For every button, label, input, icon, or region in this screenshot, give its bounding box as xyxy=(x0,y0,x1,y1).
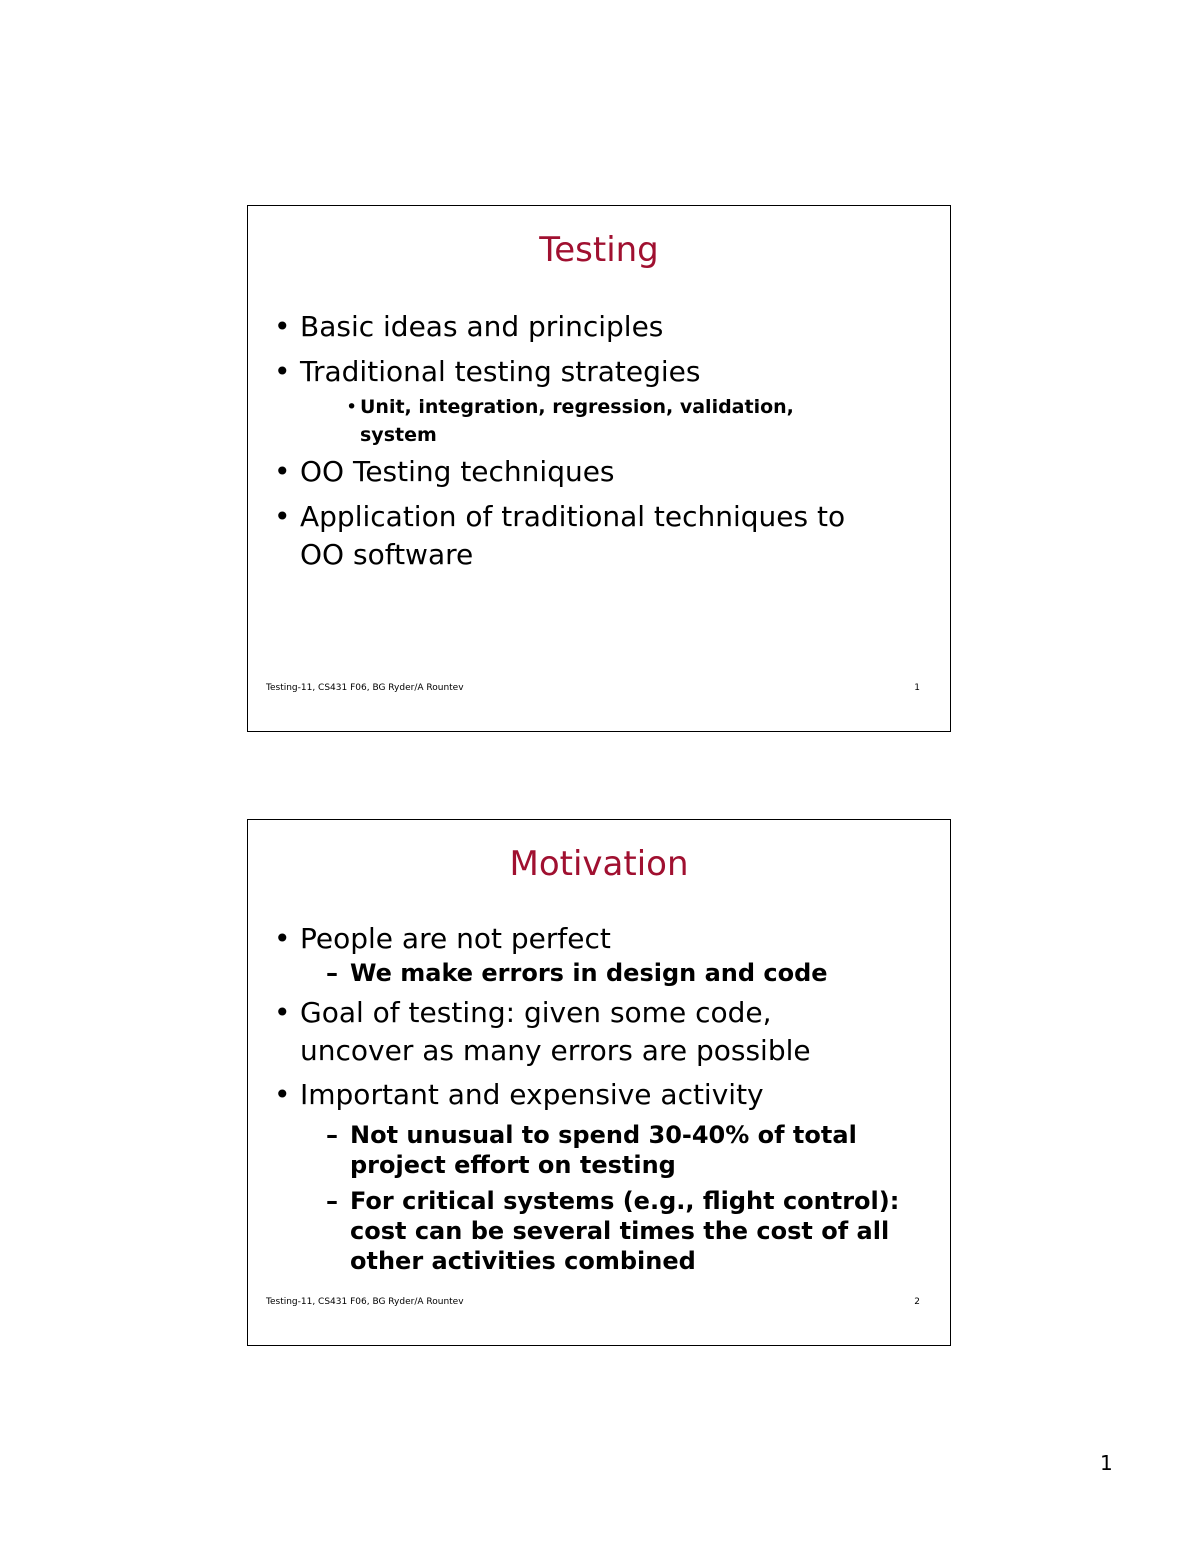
sub-bullet-item xyxy=(268,393,930,449)
bullet-list xyxy=(268,308,930,581)
bullet-marker: • xyxy=(274,1078,291,1111)
sub-bullet-text: Not unusual to spend 30-40% of total project effort on testing xyxy=(350,1121,857,1179)
dash-marker: – xyxy=(326,1121,338,1149)
bullet-marker: • xyxy=(274,455,291,488)
sub-bullet-item xyxy=(268,1186,930,1276)
sub-bullet-text: Unit, integration, regression, validation, system xyxy=(360,396,794,446)
bullet-text: OO Testing techniques xyxy=(300,455,615,488)
bullet-item xyxy=(268,994,930,1070)
bullet-marker: • xyxy=(274,310,291,343)
page-number: 1 xyxy=(1100,1451,1113,1475)
bullet-list xyxy=(268,920,930,1276)
bullet-marker: • xyxy=(274,922,291,955)
sub-bullet-marker: • xyxy=(346,396,358,418)
sub-bullet-text: For critical systems (e.g., flight control): cost can be several times the cost of all other activities combined xyxy=(350,1187,900,1275)
bullet-text: Important and expensive activity xyxy=(300,1078,764,1111)
bullet-text: Application of traditional techniques to OO software xyxy=(300,500,846,571)
bullet-item xyxy=(268,498,930,574)
bullet-marker: • xyxy=(274,500,291,533)
slide-number: 2 xyxy=(914,1297,920,1307)
bullet-text: Goal of testing: given some code, uncover as many errors are possible xyxy=(300,996,811,1067)
bullet-text: Basic ideas and principles xyxy=(300,310,664,343)
dash-marker: – xyxy=(326,1187,338,1215)
bullet-item xyxy=(268,1076,930,1114)
slide-title: Testing xyxy=(539,230,659,270)
dash-marker: – xyxy=(326,959,338,987)
sub-bullet-text: We make errors in design and code xyxy=(350,959,828,987)
slide-2 xyxy=(247,819,951,1346)
bullet-item xyxy=(268,308,930,346)
sub-bullet-item xyxy=(268,958,930,988)
slide-number: 1 xyxy=(914,683,920,693)
bullet-marker: • xyxy=(274,996,291,1029)
bullet-item xyxy=(268,353,930,391)
slide-title: Motivation xyxy=(509,844,689,884)
slide-1 xyxy=(247,205,951,732)
bullet-item xyxy=(268,920,930,958)
sub-bullet-item xyxy=(268,1120,930,1180)
bullet-item xyxy=(268,453,930,491)
bullet-marker: • xyxy=(274,355,291,388)
slide-footer: Testing-11, CS431 F06, BG Ryder/A Rountev xyxy=(266,1297,464,1307)
slide-footer: Testing-11, CS431 F06, BG Ryder/A Rountev xyxy=(266,683,464,693)
bullet-text: People are not perfect xyxy=(300,922,611,955)
bullet-text: Traditional testing strategies xyxy=(300,355,701,388)
